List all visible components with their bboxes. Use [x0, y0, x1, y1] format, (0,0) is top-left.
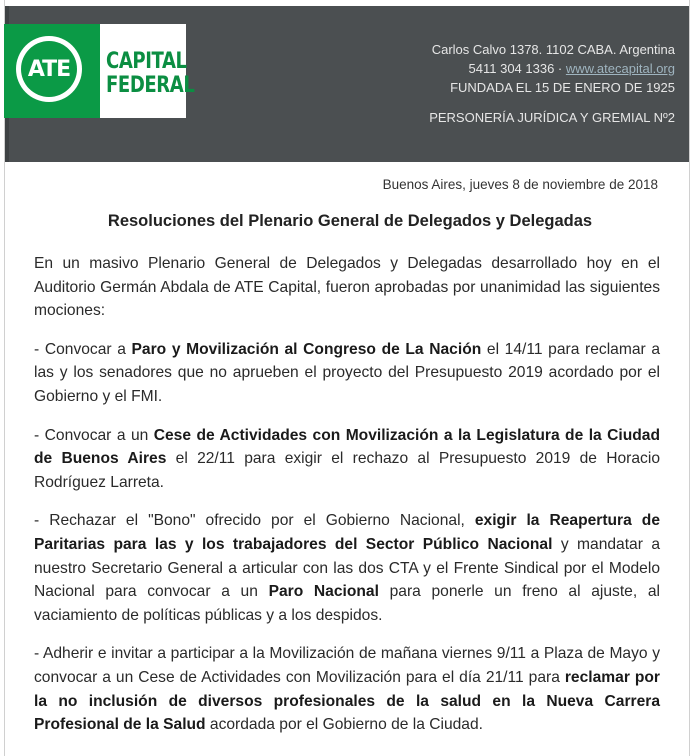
personeria: PERSONERÍA JURÍDICA Y GREMIAL Nº2 [429, 110, 675, 125]
founded: FUNDADA EL 15 DE ENERO DE 1925 [450, 80, 675, 95]
contact-info [432, 40, 675, 97]
intro-paragraph: En un masivo Plenario General de Delegados y Delegadas desarrollado hoy en el Auditorio Germán Abdala de ATE Capital, fueron aprobadas por unanimidad las siguientes mociones: [34, 255, 660, 320]
document-date: Buenos Aires, jueves 8 de noviembre de 2018 [382, 177, 658, 192]
resolution-1: - Convocar a Paro y Movilización al Congreso de La Nación el 14/11 para reclamar a las y los senadores que no aprueben el proyecto del Presupuesto 2019 acordado por el Gobierno y el FMI. [34, 340, 660, 405]
resolution-2: - Convocar a un Cese de Actividades con Movilización a la Legislatura de la Ciudad de Buenos Aires el 22/11 para exigir el rechazo al Presupuesto 2019 de Horacio Rodríguez Larreta. [34, 426, 661, 491]
brand-line-1: CAPITAL [106, 49, 187, 74]
website-link[interactable]: www.atecapital.org [565, 61, 675, 76]
brand-line-2: FEDERAL [106, 73, 195, 98]
address: Carlos Calvo 1378. 1102 CABA. Argentina [431, 42, 675, 57]
document-body [34, 252, 660, 752]
brand-name [106, 49, 195, 98]
resolution-3: - Rechazar el "Bono" ofrecido por el Gobierno Nacional, exigir la Reapertura de Paritarias para las y los trabajadores del Sector Público Nacional y mandatar a nuestro Secretario General a articular con las dos CTA y el Frente Sindical por el Modelo Nacional para convocar a un Paro Nacional para ponerle un freno al ajuste, al vaciamiento de políticas públicas y a los despidos. [34, 512, 660, 624]
phone: 5411 304 1336 · [468, 61, 566, 76]
logo-text: ATE [27, 56, 71, 82]
phone-web-line [432, 59, 675, 78]
resolution-4: - Adherir e invitar a participar a la Movilización de mañana viernes 9/11 a Plaza de Mayo y convocar a un Cese de Actividades con Movilización para el día 21/11 para reclamar por la no inclusión de diversos profesionales de la salud en la Nueva Carrera Profesional de la Salud acordada por el Gobierno de la Ciudad. [34, 645, 660, 734]
document-title: Resoluciones del Plenario General de Delegados y Delegadas [107, 212, 593, 230]
